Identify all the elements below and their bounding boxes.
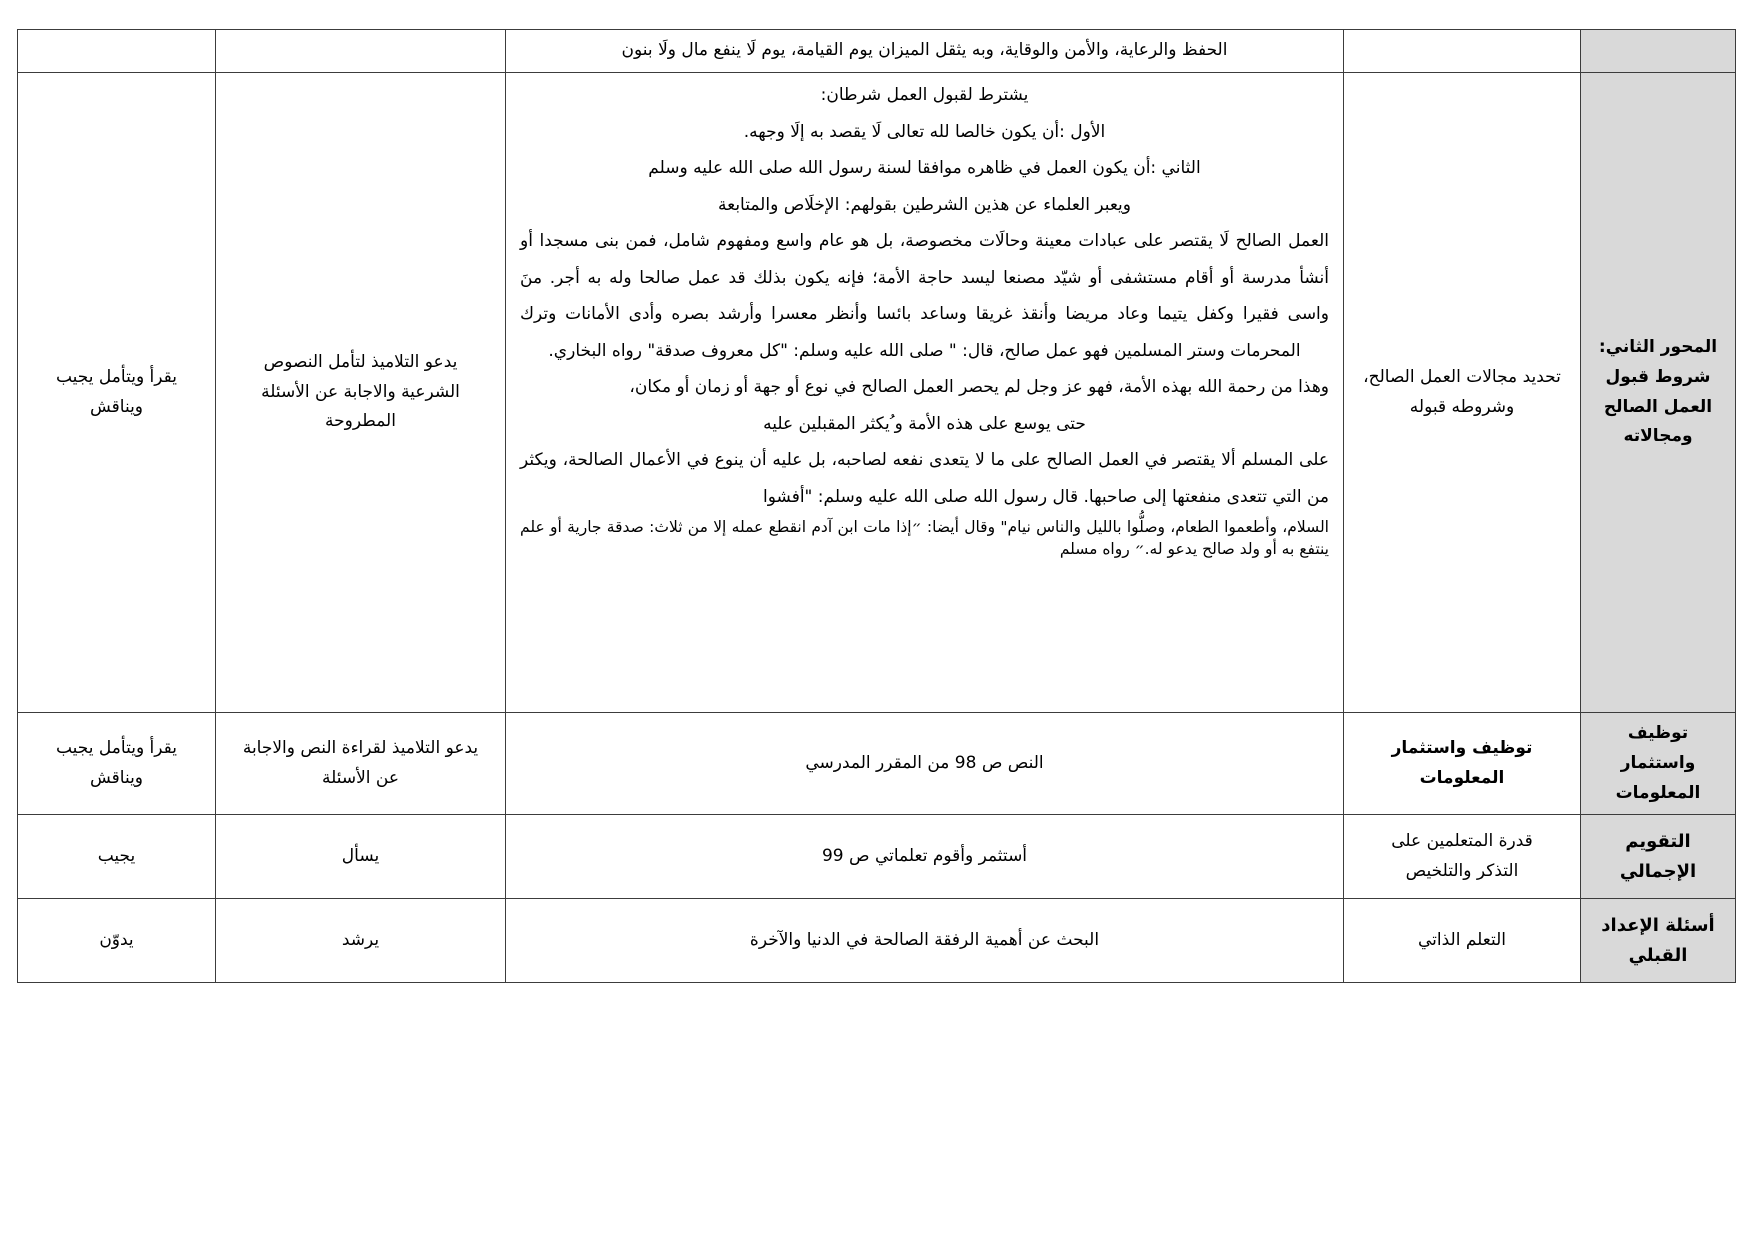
objective-text: قدرة المتعلمين على التذكر والتلخيص: [1391, 831, 1533, 881]
objective-text: توظيف واستثمار المعلومات: [1391, 737, 1533, 788]
content-cell: [506, 899, 1344, 983]
content-line: الأول :أن يكون خالصا لله تعالى لَا يقصد به إلَا وجهه.: [743, 121, 1106, 142]
content-cell: [506, 815, 1344, 899]
table-row: [18, 713, 1736, 815]
teacher-activity-text: يدعو التلاميذ لتأمل النصوص الشرعية والاجابة عن الأسئلة المطروحة: [261, 351, 460, 432]
learner-activity-text: يقرأ ويتأمل يجيب ويناقش: [55, 366, 177, 417]
lesson-table: [17, 29, 1736, 983]
learner-activity-text: يجيب: [97, 845, 136, 866]
teacher-activity-cell: [216, 899, 506, 983]
content-paragraph: على المسلم ألا يقتصر في العمل الصالح على ما لا يتعدى نفعه لصاحبه، بل عليه أن ينوع في الأعمال الصالحة، ويكثر من التي تتعدى منفعتها إلى صاحبها. قال رسول الله صلى الله عليه وسلم: "أفشوا: [520, 450, 1329, 508]
teacher-activity-text: يدعو التلاميذ لقراءة النص والاجابة عن الأسئلة: [242, 737, 479, 788]
objective-cell: [1344, 713, 1581, 815]
axis-title: أسئلة الإعداد القبلي: [1601, 915, 1715, 966]
content-text: البحث عن أهمية الرفقة الصالحة في الدنيا والآخرة: [749, 929, 1100, 950]
learner-activity-cell: [18, 815, 216, 899]
objective-cell: [1344, 815, 1581, 899]
objective-text: تحديد مجالات العمل الصالح، وشروطه قبوله: [1363, 366, 1561, 417]
learner-activity-cell: [18, 899, 216, 983]
content-cell: [506, 713, 1344, 815]
axis-cell: [1581, 30, 1736, 73]
teacher-activity-text: يرشد: [341, 929, 380, 950]
axis-cell: [1581, 713, 1736, 815]
teacher-activity-text: يسأل: [341, 845, 380, 866]
objective-cell: [1344, 30, 1581, 73]
content-text: الحفظ والرعاية، والأمن والوقاية، وبه يثقل الميزان يوم القيامة، يوم لَا ينفع مال ولَا بنون: [621, 40, 1228, 61]
content-text: أستثمر وأقوم تعلماتي ص 99: [821, 845, 1028, 866]
learner-activity-cell: [18, 30, 216, 73]
content-paragraph: وهذا من رحمة الله بهذه الأمة، فهو عز وجل لم يحصر العمل الصالح في نوع أو جهة أو زمان أو مكان،: [629, 377, 1329, 398]
axis-cell: [1581, 815, 1736, 899]
content-cell: [506, 73, 1344, 713]
table-row: [18, 73, 1736, 713]
axis-cell: [1581, 73, 1736, 713]
teacher-activity-cell: [216, 73, 506, 713]
learner-activity-cell: [18, 713, 216, 815]
teacher-activity-cell: [216, 815, 506, 899]
teacher-activity-cell: [216, 713, 506, 815]
axis-title: التقويم الإجمالي: [1619, 831, 1697, 882]
axis-cell: [1581, 899, 1736, 983]
content-line: حتى يوسع على هذه الأمة و ُيكثر المقبلين عليه: [763, 413, 1086, 434]
table-row: [18, 30, 1736, 73]
content-paragraph: العمل الصالح لَا يقتصر على عبادات معينة وحالَات مخصوصة، بل هو عام واسع ومفهوم شامل، فمن بنى مسجدا أو أنشأ مدرسة أو أقام مستشفى أو شيّد مصنعا ليسد حاجة الأمة؛ فإنه يكون بذلك قد عمل صالحا وله به أجر. منَ واسى فقيرا وكفل يتيما وعاد مريضا وأنقذ غريقا وساعد بائسا وأنظر معسرا وأرشد بصره وأدى الأمانات وترك المحرمات وستر المسلمين فهو عمل صالح، قال: " صلى الله عليه وسلم: "كل معروف صدقة" رواه البخاري.: [520, 231, 1329, 361]
objective-cell: [1344, 73, 1581, 713]
content-cell: [506, 30, 1344, 73]
learner-activity-text: يدوّن: [99, 929, 134, 950]
objective-text: التعلم الذاتي: [1417, 929, 1507, 950]
objective-cell: [1344, 899, 1581, 983]
learner-activity-cell: [18, 73, 216, 713]
axis-title: المحور الثاني: شروط قبول العمل الصالح ومجالاته: [1598, 337, 1718, 447]
content-paragraph: السلام، وأطعموا الطعام، وصلُّوا بالليل والناس نيام" وقال أيضا: ״إذا مات ابن آدم انقطع عمله إلا من ثلاث: صدقة جارية أو علم ينتفع به أو ولد صالح يدعو له.״ رواه مسلم: [520, 517, 1329, 559]
learner-activity-text: يقرأ ويتأمل يجيب ويناقش: [55, 737, 177, 788]
content-line: الثاني :أن يكون العمل في ظاهره موافقا لسنة رسول الله صلى الله عليه وسلم: [648, 158, 1201, 179]
content-line: ويعبر العلماء عن هذين الشرطين بقولهم: الإخلَاص والمتابعة: [718, 194, 1131, 215]
axis-title: توظيف واستثمار المعلومات: [1615, 723, 1701, 803]
table-row: [18, 899, 1736, 983]
content-text: النص ص 98 من المقرر المدرسي: [805, 752, 1044, 773]
content-line: يشترط لقبول العمل شرطان:: [820, 85, 1029, 105]
table-row: [18, 815, 1736, 899]
teacher-activity-cell: [216, 30, 506, 73]
